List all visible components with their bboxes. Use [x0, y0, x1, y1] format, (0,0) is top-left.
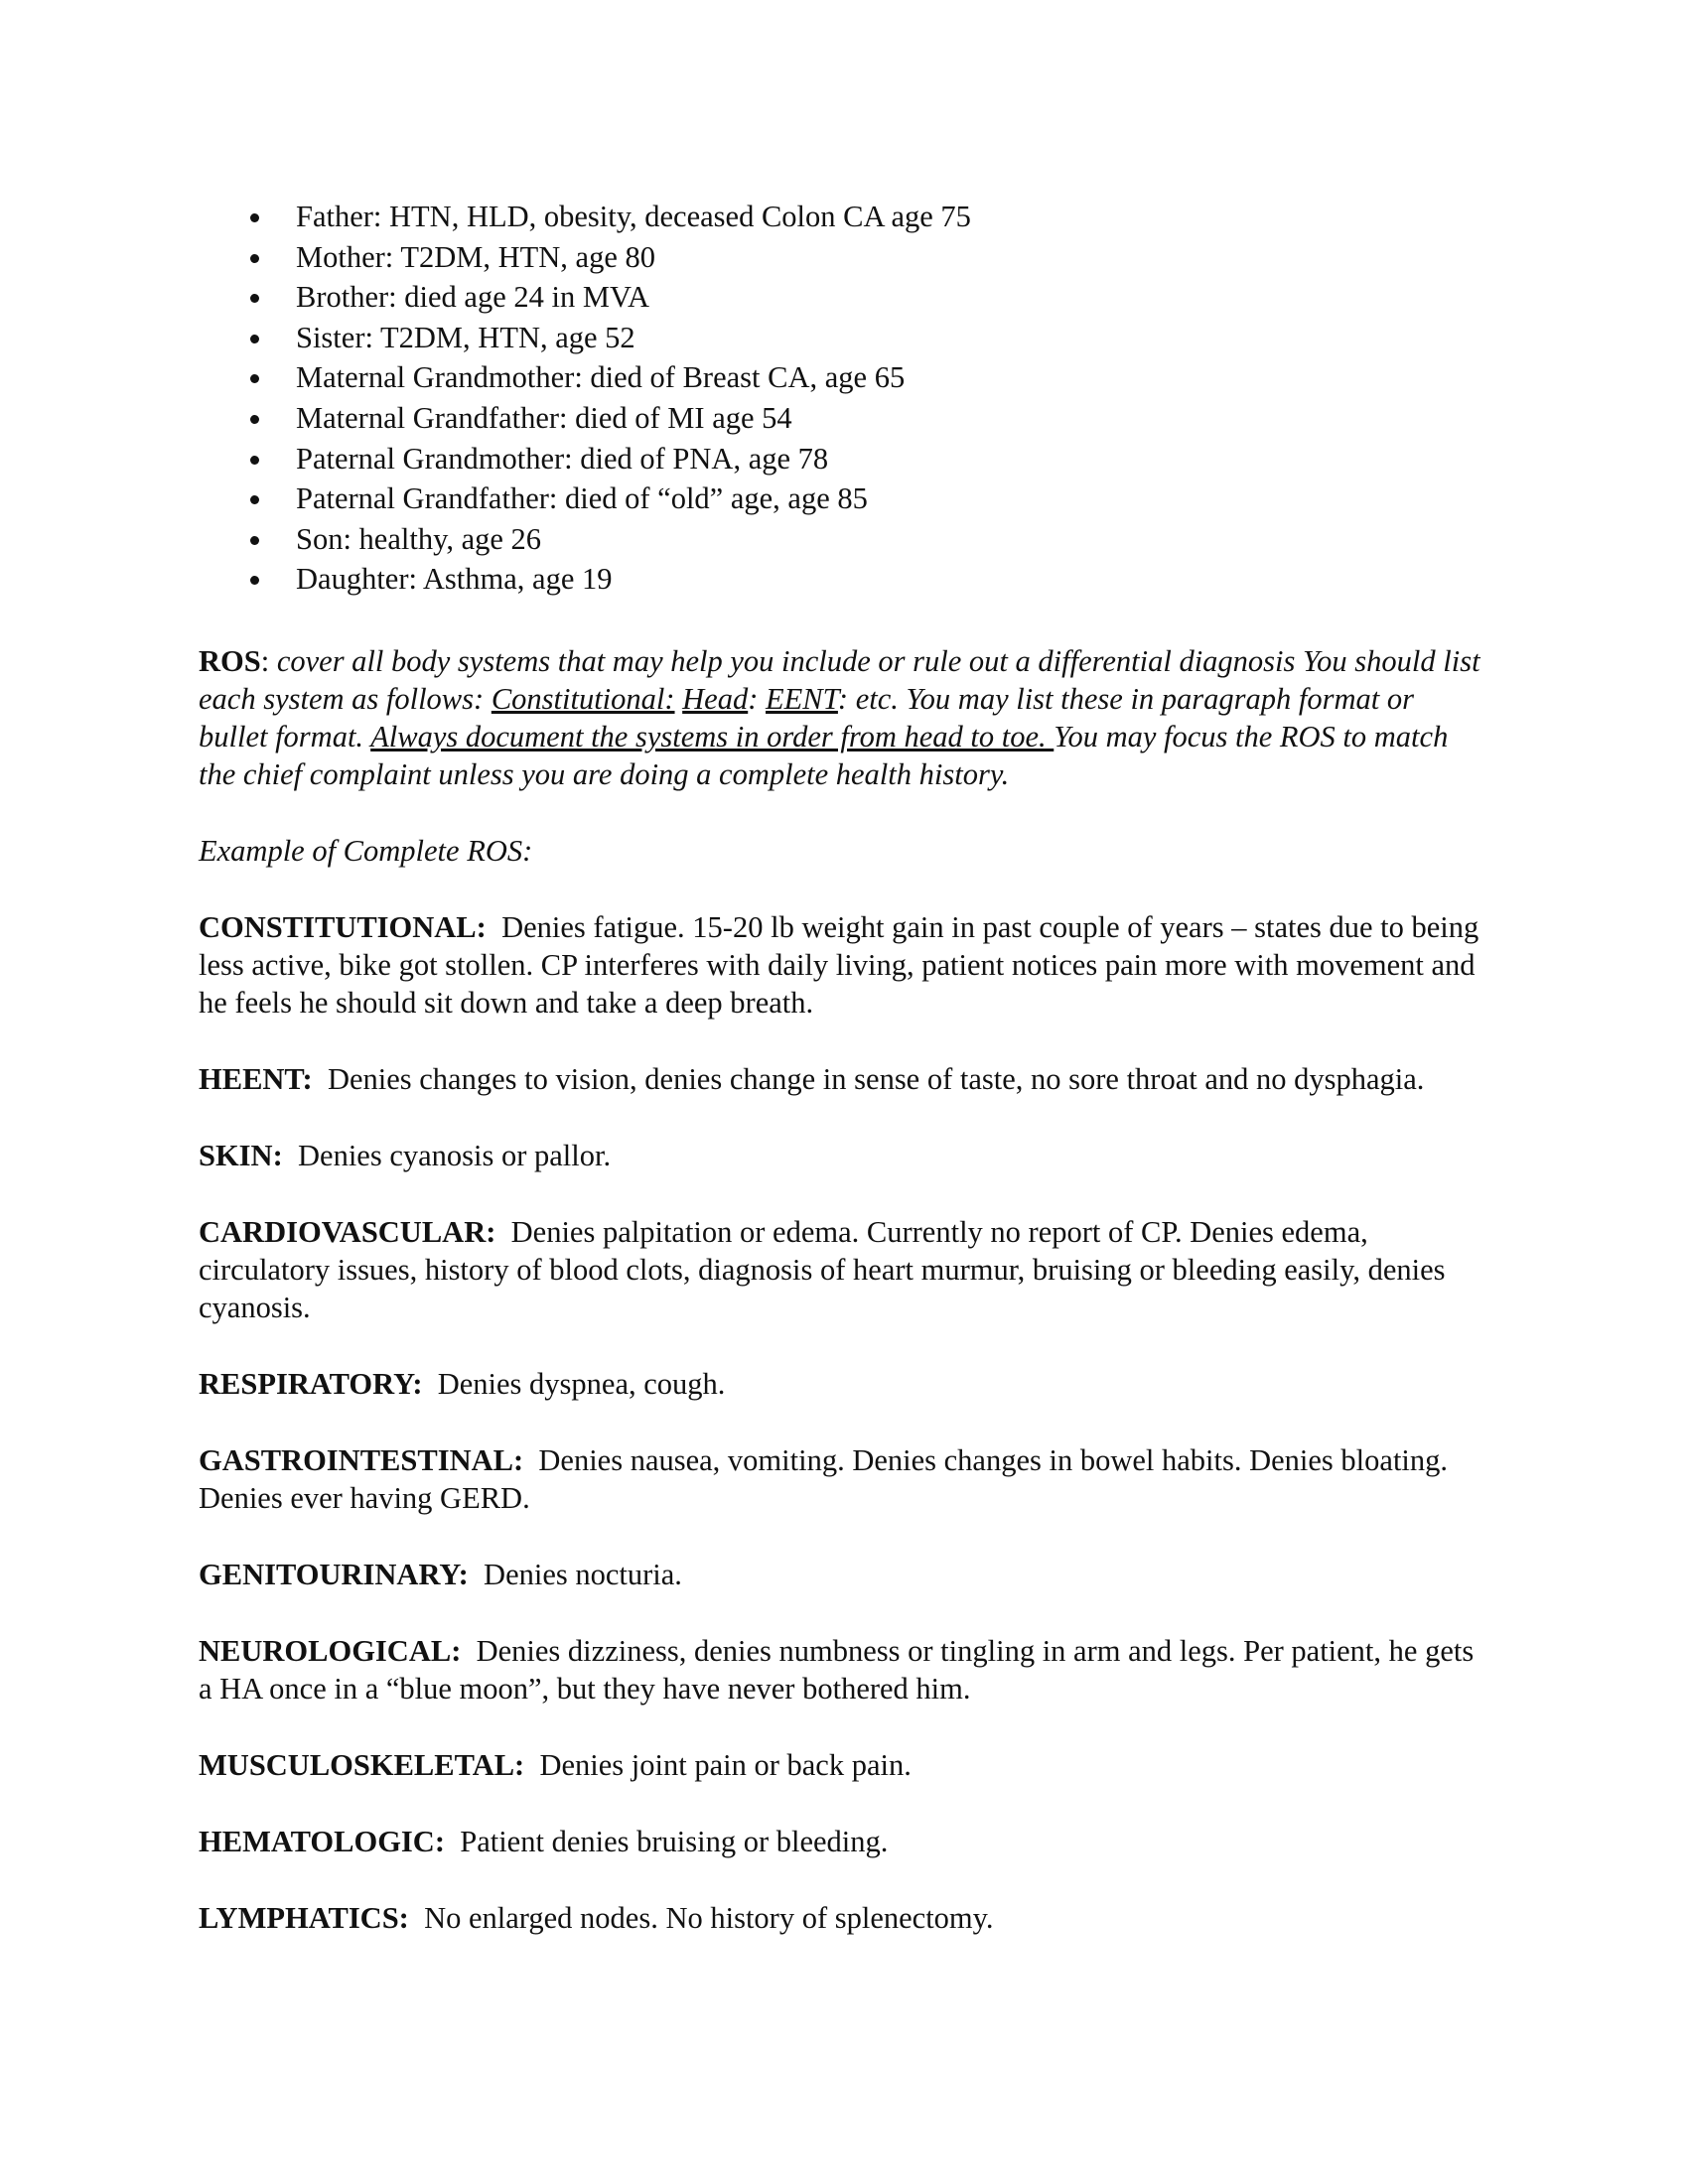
bullet-icon [250, 576, 259, 585]
ros-section-constitutional [199, 908, 1489, 1022]
document-content [199, 197, 1489, 1937]
list-item [199, 398, 1489, 439]
ros-intro-text-1: cover all body systems that may help you include or rule out a differential diagnosis You should list each system as follows: [199, 643, 1480, 716]
bullet-icon [250, 374, 259, 383]
list-item-text: Son: healthy, age 26 [296, 521, 542, 556]
ros-space [675, 682, 683, 716]
list-item [199, 277, 1489, 318]
section-text: Denies nocturia. [484, 1557, 682, 1591]
ros-intro-text-3: You may focus the ROS to match the chief complaint unless you are doing a complete health history. [199, 719, 1449, 791]
ros-colon: : [260, 643, 270, 678]
section-heading: GASTROINTESTINAL: [199, 1442, 524, 1477]
ros-intro-text-2: : etc. You may list these in paragraph format or bullet format. [199, 681, 1414, 753]
list-item [199, 318, 1489, 358]
ros-section-lymphatics [199, 1899, 1489, 1937]
section-heading: LYMPHATICS: [199, 1900, 409, 1935]
list-item [199, 197, 1489, 237]
section-text: Denies cyanosis or pallor. [298, 1138, 612, 1172]
list-item-text: Sister: T2DM, HTN, age 52 [296, 320, 635, 354]
section-heading: GENITOURINARY: [199, 1557, 469, 1591]
list-item-text: Mother: T2DM, HTN, age 80 [296, 239, 655, 274]
ros-section-respiratory [199, 1365, 1489, 1403]
bullet-icon [250, 213, 259, 222]
ros-colon-space: : [748, 681, 767, 716]
family-history-list [199, 197, 1489, 600]
section-heading: CONSTITUTIONAL: [199, 909, 487, 944]
section-text: Denies changes to vision, denies change in sense of taste, no sore throat and no dysphagia. [327, 1061, 1425, 1096]
ros-section-hematologic [199, 1823, 1489, 1860]
ros-instructions [199, 642, 1489, 793]
list-item-text: Brother: died age 24 in MVA [296, 280, 650, 315]
head-example: Head [682, 681, 749, 716]
example-heading: Example of Complete ROS: [199, 833, 533, 868]
section-text: Denies palpitation or edema. Currently no report of CP. Denies edema, circulatory issues, history of blood clots, diagnosis of heart murmur, bruising or bleeding easily, denies cyanosis. [199, 1214, 1446, 1324]
list-item [199, 237, 1489, 278]
ros-section-musculoskeletal [199, 1746, 1489, 1784]
section-heading: CARDIOVASCULAR: [199, 1214, 496, 1249]
list-item [199, 519, 1489, 560]
bullet-icon [250, 415, 259, 424]
bullet-icon [250, 456, 259, 465]
ros-section-heent [199, 1060, 1489, 1098]
bullet-icon [250, 335, 259, 343]
section-text: Denies nausea, vomiting. Denies changes in bowel habits. Denies bloating. Denies ever having GERD. [199, 1442, 1449, 1515]
section-text: Patient denies bruising or bleeding. [460, 1824, 889, 1858]
list-item-text: Daughter: Asthma, age 19 [296, 562, 613, 597]
ros-section-genitourinary [199, 1556, 1489, 1593]
order-note: Always document the systems in order from head to toe. [370, 719, 1055, 753]
section-text: No enlarged nodes. No history of splenectomy. [424, 1900, 994, 1935]
section-heading: MUSCULOSKELETAL: [199, 1747, 525, 1782]
section-heading: SKIN: [199, 1138, 283, 1172]
ros-section-cardiovascular [199, 1213, 1489, 1326]
ros-section-neurological [199, 1632, 1489, 1707]
section-text: Denies dizziness, denies numbness or tingling in arm and legs. Per patient, he gets a HA once in a “blue moon”, but they have never bothered him. [199, 1633, 1475, 1706]
bullet-icon [250, 495, 259, 504]
list-item-text: Father: HTN, HLD, obesity, deceased Colon CA age 75 [296, 200, 971, 233]
eent-example: EENT [766, 681, 838, 716]
list-item [199, 478, 1489, 519]
ros-label: ROS [199, 643, 261, 678]
list-item [199, 357, 1489, 398]
bullet-icon [250, 254, 259, 263]
section-heading: HEENT: [199, 1061, 313, 1096]
section-heading: RESPIRATORY: [199, 1366, 423, 1401]
bullet-icon [250, 294, 259, 303]
list-item-text: Maternal Grandmother: died of Breast CA, age 65 [296, 360, 906, 395]
section-text: Denies joint pain or back pain. [539, 1747, 912, 1782]
section-heading: HEMATOLOGIC: [199, 1824, 445, 1858]
ros-section-skin [199, 1137, 1489, 1174]
ros-section-gastrointestinal [199, 1441, 1489, 1517]
section-text: Denies fatigue. 15-20 lb weight gain in past couple of years – states due to being less active, bike got stollen. CP interferes with daily living, patient notices pain more with movement and he feels he should sit down and take a deep breath. [199, 909, 1479, 1020]
list-item-text: Paternal Grandmother: died of PNA, age 78 [296, 441, 829, 476]
list-item [199, 439, 1489, 479]
bullet-icon [250, 536, 259, 545]
constitutional-example: Constitutional: [491, 681, 675, 716]
list-item [199, 559, 1489, 600]
list-item-text: Paternal Grandfather: died of “old” age, age 85 [296, 481, 868, 516]
section-heading: NEUROLOGICAL: [199, 1633, 462, 1668]
list-item-text: Maternal Grandfather: died of MI age 54 [296, 400, 792, 435]
section-text: Denies dyspnea, cough. [437, 1366, 726, 1401]
